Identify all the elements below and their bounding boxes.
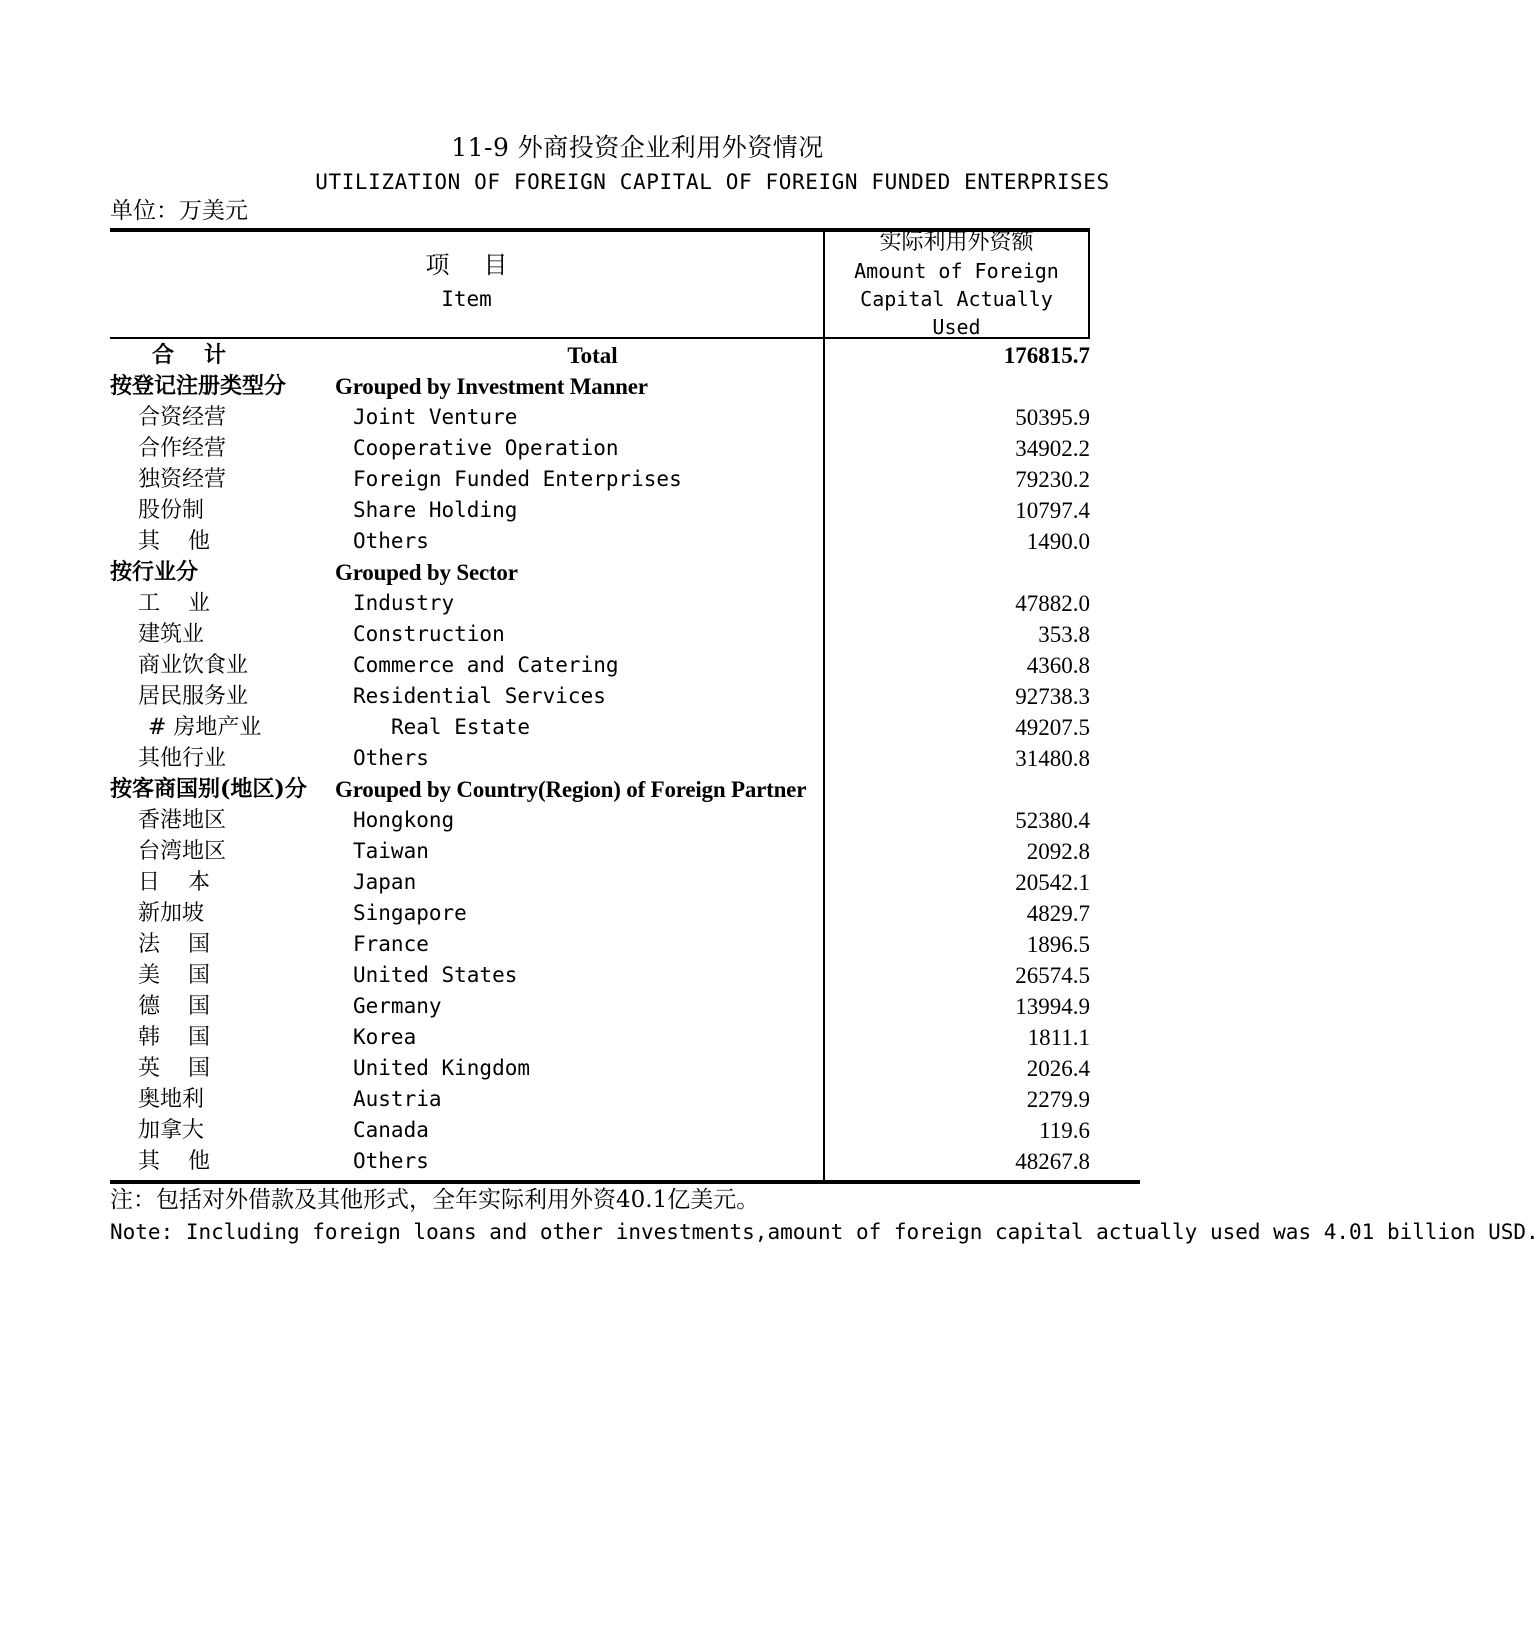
row-label-english: Residential Services bbox=[353, 684, 606, 708]
row-value-amount: 48267.8 bbox=[1015, 1149, 1090, 1174]
row-value-amount: 119.6 bbox=[1039, 1118, 1090, 1143]
table-row bbox=[110, 929, 1140, 960]
row-label-chinese: 台湾地区 bbox=[138, 839, 227, 864]
row-value-amount: 1896.5 bbox=[1026, 932, 1090, 957]
row-label-english: Foreign Funded Enterprises bbox=[353, 467, 682, 491]
column-header-amount-english-line1: Amount of Foreign bbox=[854, 259, 1059, 283]
row-label-english: Others bbox=[353, 529, 429, 553]
row-value-amount: 52380.4 bbox=[1015, 808, 1090, 833]
row-value-amount: 353.8 bbox=[1038, 622, 1090, 647]
row-value-amount: 47882.0 bbox=[1015, 591, 1090, 616]
row-label-english: Grouped by Investment Manner bbox=[335, 374, 648, 399]
table-body bbox=[110, 340, 1140, 1177]
table-row bbox=[110, 1115, 1140, 1146]
row-label-english: Taiwan bbox=[353, 839, 429, 863]
table-row bbox=[110, 867, 1140, 898]
table-row bbox=[110, 495, 1140, 526]
row-value-amount: 1811.1 bbox=[1027, 1025, 1090, 1050]
row-label-english: Grouped by Country(Region) of Foreign Partner bbox=[335, 777, 807, 802]
row-label-chinese: 香港地区 bbox=[138, 808, 227, 833]
table-row bbox=[110, 433, 1140, 464]
table-row bbox=[110, 588, 1140, 619]
table-row bbox=[110, 1084, 1140, 1115]
row-value-amount: 34902.2 bbox=[1015, 436, 1090, 461]
column-header-item bbox=[110, 248, 823, 316]
row-label-english: Germany bbox=[353, 994, 442, 1018]
row-label-english: United Kingdom bbox=[353, 1056, 531, 1080]
table-row bbox=[110, 743, 1140, 774]
column-header-amount-english-line3: Used bbox=[932, 315, 981, 339]
row-label-chinese: 奥地利 bbox=[138, 1087, 205, 1112]
row-label-english: Japan bbox=[353, 870, 417, 894]
row-value-amount: 49207.5 bbox=[1015, 715, 1090, 740]
table-row bbox=[110, 619, 1140, 650]
row-label-english: Cooperative Operation bbox=[353, 436, 619, 460]
row-label-english: Korea bbox=[353, 1025, 417, 1049]
table-row bbox=[110, 681, 1140, 712]
table-row bbox=[110, 402, 1140, 433]
row-label-chinese: 德国 bbox=[138, 994, 239, 1019]
row-value-amount: 13994.9 bbox=[1015, 994, 1090, 1019]
table-row bbox=[110, 991, 1140, 1022]
row-value-amount: 31480.8 bbox=[1015, 746, 1090, 771]
table-title-chinese: 11-9 外商投资企业利用外资情况 bbox=[451, 133, 824, 162]
row-value-amount: 4829.7 bbox=[1026, 901, 1090, 926]
table-row bbox=[110, 650, 1140, 681]
row-label-english: France bbox=[353, 932, 429, 956]
row-value-amount: 2092.8 bbox=[1026, 839, 1090, 864]
row-label-chinese: 日本 bbox=[138, 870, 239, 895]
row-label-chinese: 其他 bbox=[138, 1149, 239, 1174]
row-label-chinese: 建筑业 bbox=[138, 622, 205, 647]
row-label-chinese: 独资经营 bbox=[138, 467, 227, 492]
row-label-english: Austria bbox=[353, 1087, 442, 1111]
row-value-amount: 2026.4 bbox=[1026, 1056, 1090, 1081]
row-label-chinese: 法国 bbox=[138, 932, 239, 957]
row-value-amount: 10797.4 bbox=[1015, 498, 1090, 523]
row-label-english: Share Holding bbox=[353, 498, 518, 522]
row-label-chinese: 加拿大 bbox=[138, 1118, 205, 1143]
column-header-amount-english-line2: Capital Actually bbox=[860, 287, 1053, 311]
row-label-chinese: 按登记注册类型分 bbox=[110, 373, 287, 399]
row-value-amount: 79230.2 bbox=[1015, 467, 1090, 492]
row-label-chinese: 新加坡 bbox=[138, 901, 205, 926]
table-header-right-border bbox=[1088, 232, 1090, 337]
row-label-english: Commerce and Catering bbox=[353, 653, 619, 677]
row-label-english: Joint Venture bbox=[353, 405, 518, 429]
row-value-amount: 4360.8 bbox=[1026, 653, 1090, 678]
row-value-amount: 1490.0 bbox=[1026, 529, 1090, 554]
table-row bbox=[110, 960, 1140, 991]
row-label-english: Singapore bbox=[353, 901, 467, 925]
table-row bbox=[110, 805, 1140, 836]
table-row bbox=[110, 464, 1140, 495]
table-title-chinese-wrap bbox=[0, 132, 1275, 164]
row-label-english: Hongkong bbox=[353, 808, 455, 832]
column-header-amount bbox=[825, 228, 1088, 341]
unit-label: 单位：万美元 bbox=[110, 198, 248, 224]
row-label-chinese: 英国 bbox=[138, 1056, 239, 1081]
row-label-english: Real Estate bbox=[391, 715, 531, 739]
table-group-row bbox=[110, 774, 1140, 805]
row-label-chinese: 其他行业 bbox=[138, 746, 227, 771]
column-header-item-chinese: 项目 bbox=[425, 251, 542, 279]
row-label-chinese: 居民服务业 bbox=[138, 684, 249, 709]
row-label-chinese: 合计 bbox=[152, 342, 257, 368]
row-label-chinese: 按客商国别(地区)分 bbox=[110, 776, 307, 802]
row-value-amount: 26574.5 bbox=[1015, 963, 1090, 988]
row-label-english: Construction bbox=[353, 622, 505, 646]
row-label-chinese: 韩国 bbox=[138, 1025, 239, 1050]
table-group-row bbox=[110, 371, 1140, 402]
table-title-english-wrap bbox=[0, 168, 1275, 196]
table-row bbox=[110, 340, 1140, 371]
column-header-amount-chinese: 实际利用外资额 bbox=[879, 230, 1034, 255]
row-label-english: Canada bbox=[353, 1118, 429, 1142]
row-value-amount: 50395.9 bbox=[1015, 405, 1090, 430]
table-row bbox=[110, 1146, 1140, 1177]
table-row bbox=[110, 1053, 1140, 1084]
row-label-chinese: # 房地产业 bbox=[148, 715, 262, 740]
row-label-chinese: 商业饮食业 bbox=[138, 653, 249, 678]
row-value-amount: 176815.7 bbox=[1003, 343, 1090, 368]
row-label-english: Others bbox=[353, 1149, 429, 1173]
table-row bbox=[110, 1022, 1140, 1053]
note-english: Note: Including foreign loans and other investments,amount of foreign capital actually used was 4.01 billion USD. bbox=[110, 1220, 1539, 1244]
table-row bbox=[110, 526, 1140, 557]
row-label-chinese: 合作经营 bbox=[138, 436, 227, 461]
row-value-amount: 92738.3 bbox=[1015, 684, 1090, 709]
row-label-english: Total bbox=[567, 343, 618, 368]
table-group-row bbox=[110, 557, 1140, 588]
row-label-english: United States bbox=[353, 963, 518, 987]
note-english-wrap bbox=[110, 1216, 1539, 1249]
column-header-item-english: Item bbox=[441, 287, 492, 311]
table-row bbox=[110, 898, 1140, 929]
row-label-chinese: 工业 bbox=[138, 591, 239, 616]
row-value-amount: 2279.9 bbox=[1026, 1087, 1090, 1112]
table-title-english: UTILIZATION OF FOREIGN CAPITAL OF FOREIGN FUNDED ENTERPRISES bbox=[315, 170, 1110, 194]
row-label-chinese: 按行业分 bbox=[110, 559, 199, 585]
note-chinese: 注：包括对外借款及其他形式，全年实际利用外资40.1亿美元。 bbox=[110, 1187, 760, 1213]
table-row bbox=[110, 712, 1140, 743]
row-value-amount: 20542.1 bbox=[1015, 870, 1090, 895]
row-label-chinese: 其他 bbox=[138, 529, 239, 554]
row-label-english: Grouped by Sector bbox=[335, 560, 518, 585]
row-label-chinese: 股份制 bbox=[138, 498, 205, 523]
row-label-english: Others bbox=[353, 746, 429, 770]
row-label-english: Industry bbox=[353, 591, 455, 615]
table-row bbox=[110, 836, 1140, 867]
row-label-chinese: 合资经营 bbox=[138, 405, 227, 430]
row-label-chinese: 美国 bbox=[138, 963, 239, 988]
